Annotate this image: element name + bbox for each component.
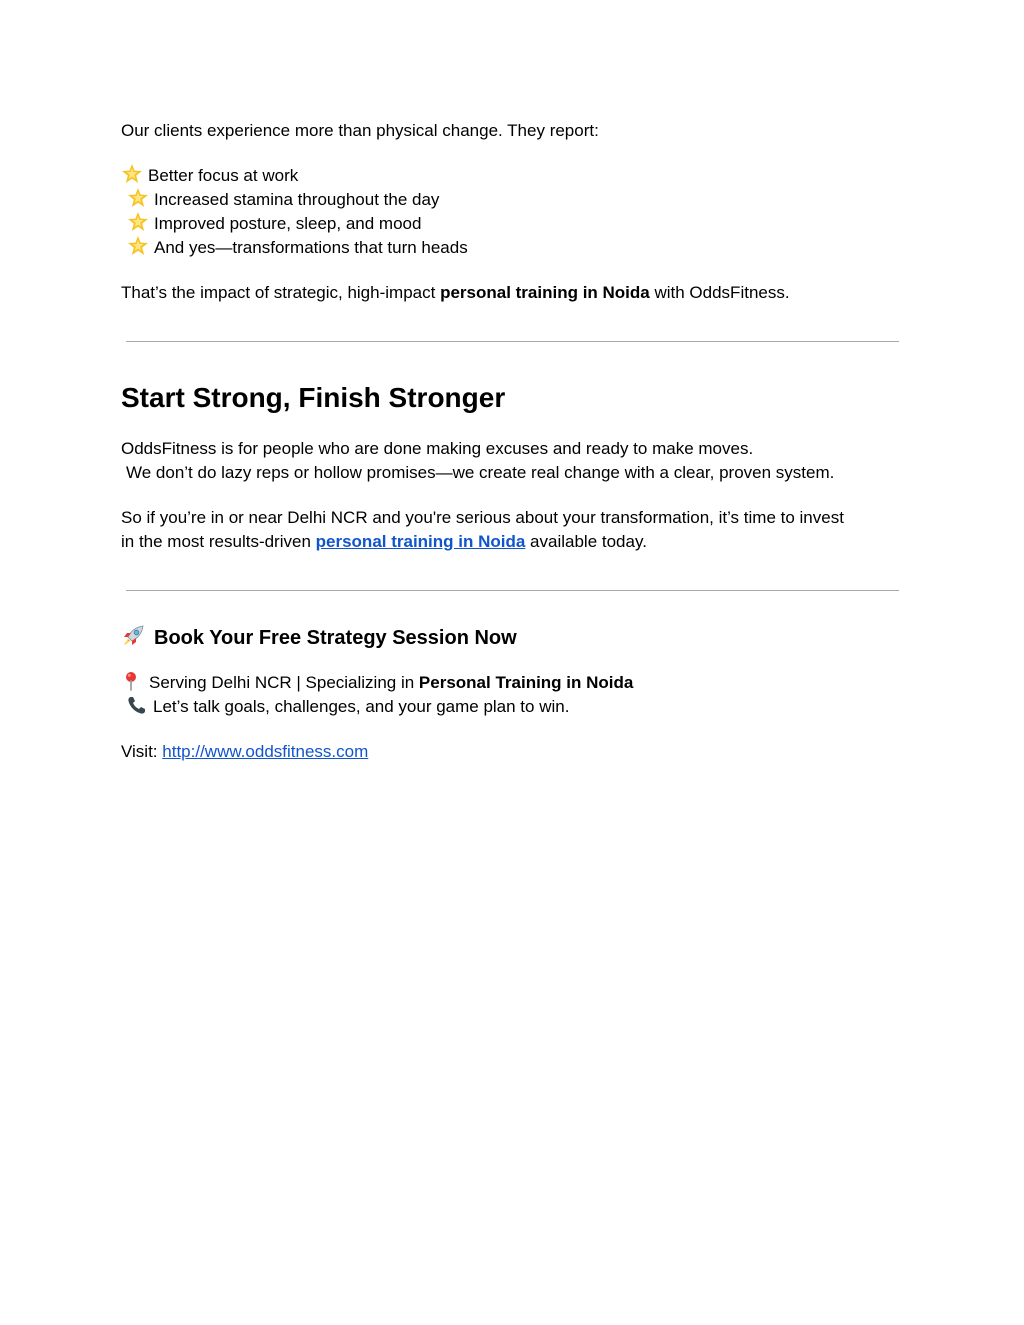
rocket-icon bbox=[121, 624, 147, 648]
specialization-text: Personal Training in Noida bbox=[418, 673, 634, 692]
list-item bbox=[121, 212, 911, 236]
paragraph-line bbox=[121, 530, 911, 554]
paragraph-line: We don’t do lazy reps or hollow promises—we create real change with a clear, proven system. bbox=[126, 463, 835, 482]
personal-training-link[interactable]: personal training in Noida bbox=[315, 532, 526, 551]
horizontal-divider bbox=[126, 590, 899, 591]
website-link[interactable]: http://www.oddsfitness.com bbox=[162, 742, 369, 761]
impact-paragraph bbox=[121, 281, 911, 305]
list-item bbox=[121, 164, 911, 188]
section-heading: Start Strong, Finish Stronger bbox=[121, 382, 506, 413]
phone-icon bbox=[126, 695, 148, 715]
glowing-star-icon bbox=[121, 164, 143, 184]
paragraph-line: OddsFitness is for people who are done making excuses and ready to make moves. bbox=[121, 439, 754, 458]
service-area-line bbox=[121, 671, 911, 695]
list-item-text: Improved posture, sleep, and mood bbox=[154, 214, 422, 233]
visit-line bbox=[121, 740, 911, 764]
benefits-list bbox=[121, 164, 911, 260]
cta-heading-text: Book Your Free Strategy Session Now bbox=[154, 627, 517, 649]
impact-keyword: personal training in Noida bbox=[440, 283, 650, 302]
cta-details bbox=[121, 671, 911, 719]
glowing-star-icon bbox=[127, 188, 149, 208]
contact-text: Let’s talk goals, challenges, and your game plan to win. bbox=[153, 697, 570, 716]
list-item-text: Better focus at work bbox=[148, 166, 299, 185]
impact-text: That’s the impact of strategic, high-impact bbox=[121, 283, 441, 302]
list-item bbox=[121, 236, 911, 260]
paragraph-text: in the most results-driven bbox=[121, 532, 316, 551]
section1-paragraph-2 bbox=[121, 506, 911, 554]
paragraph-line: So if you’re in or near Delhi NCR and you're serious about your transformation, it’s time to invest bbox=[121, 508, 844, 527]
cta-heading bbox=[121, 624, 517, 651]
pin-icon bbox=[121, 671, 141, 691]
paragraph-text-end: available today. bbox=[525, 532, 647, 551]
glowing-star-icon bbox=[127, 236, 149, 256]
list-item-text: Increased stamina throughout the day bbox=[154, 190, 440, 209]
section1-paragraph-1 bbox=[121, 437, 911, 485]
list-item bbox=[121, 188, 911, 212]
glowing-star-icon bbox=[127, 212, 149, 232]
service-area-text: Serving Delhi NCR | Specializing in bbox=[149, 673, 419, 692]
horizontal-divider bbox=[126, 341, 899, 342]
impact-text-end: with OddsFitness. bbox=[649, 283, 790, 302]
visit-label: Visit: bbox=[121, 742, 163, 761]
intro-text: Our clients experience more than physical change. They report: bbox=[121, 121, 599, 140]
contact-line bbox=[121, 695, 911, 719]
list-item-text: And yes—transformations that turn heads bbox=[154, 238, 468, 257]
